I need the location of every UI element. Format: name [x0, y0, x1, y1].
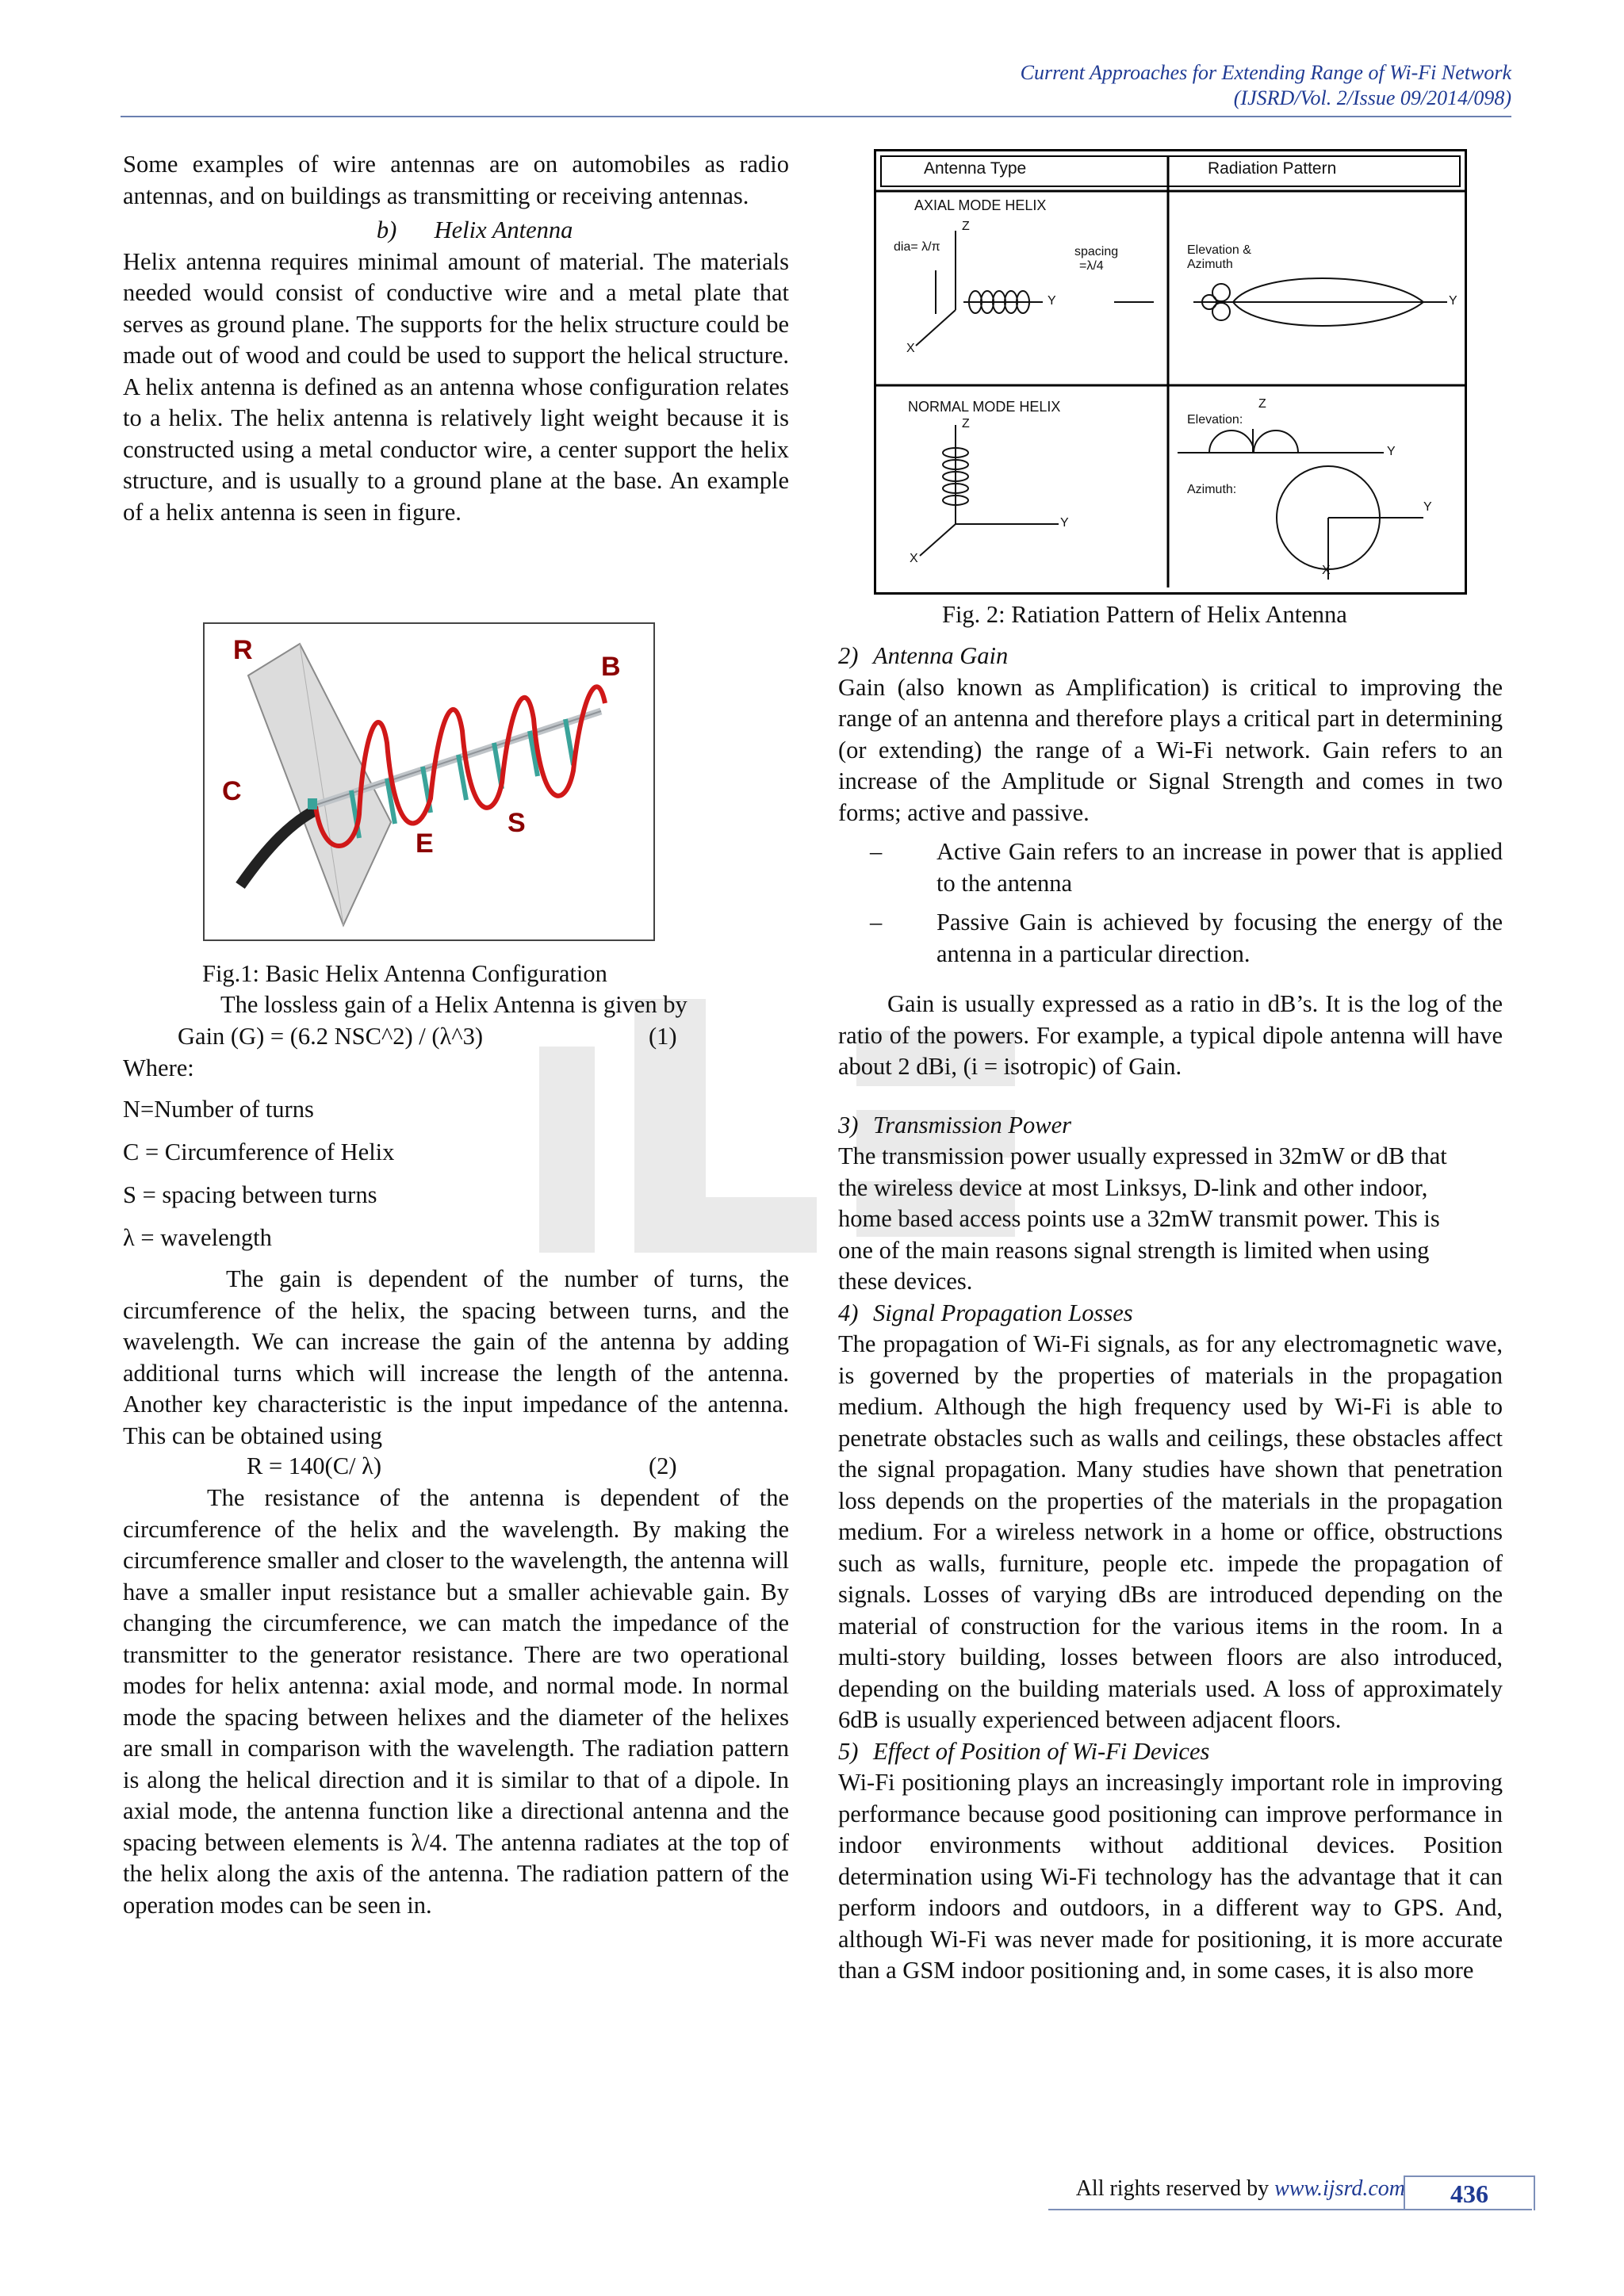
section-heading-propagation-losses — [838, 1298, 1503, 1330]
paragraph-gain-db: Gain is usually expressed as a ratio in dB’s. It is the log of the ratio of the powers. For example, a typical dipole antenna will have about 2 dBi, (i = isotropic) of Gain. — [838, 990, 1503, 1080]
section-number: 2) — [838, 642, 859, 669]
figure-helix-antenna — [203, 622, 655, 941]
section-heading-device-position — [838, 1736, 1503, 1768]
fig2-row1-pattern-axis-y: Y — [1449, 294, 1457, 308]
equation-2: R = 140(C/ λ) — [247, 1452, 382, 1479]
subsection-heading-helix — [123, 215, 789, 247]
header-title: Current Approaches for Extending Range of Wi-Fi Network — [1020, 61, 1511, 84]
paragraph-propagation-losses: The propagation of Wi-Fi signals, as for any electromagnetic wave, is governed by the properties of materials in the propagation medium. Although the high frequency used by Wi-Fi is able to penetrate obstacles such as walls and ceilings, these obstacles affect the signal propagation. Many studies have shown that penetration loss depends on the properties of the materials in the propagation medium. For a wireless network in a home or office, obstructions such as walls, furniture, people etc. impede the propagation of signals. Losses of varying dBs are introduced depending on the material of construction for the various items in the room. In a multi-story building, losses between floors are also introduced, depending on the building materials used. A loss of approximately 6dB is usually experienced between adjacent floors. — [838, 1330, 1503, 1733]
paragraph-device-position: Wi-Fi positioning plays an increasingly important role in improving performance because good positioning can improve performance in indoor environments without additional devices. Position determination using Wi-Fi technology has the advantage that it can perform indoors and outdoors, in a different way to GPS. And, although Wi-Fi was never made for positioning, it is more accurate than a GSM indoor positioning and, in some cases, it is also more — [838, 1769, 1503, 1984]
fig2-row1-axis-y: Y — [1048, 294, 1056, 308]
label-r: R — [233, 635, 253, 665]
figure2-caption: Fig. 2: Ratiation Pattern of Helix Antenna — [942, 601, 1347, 628]
left-column-lower — [123, 1264, 789, 1452]
page-number: 436 — [1404, 2175, 1535, 2210]
paragraph-antenna-gain: Gain (also known as Amplification) is critical to improving the range of an antenna and therefore plays a critical part in determining (or extending) the range of a Wi-Fi network. Gain refers to an increase of the Amplitude or Signal Strength and comes in two forms; active and passive. — [838, 673, 1503, 826]
fig2-row2-axis-z: Z — [962, 417, 970, 430]
fig2-row2-elev-axis-y: Y — [1387, 445, 1396, 458]
label-c: C — [222, 776, 242, 806]
section-number: 3) — [838, 1111, 859, 1138]
lossless-gain-intro: The lossless gain of a Helix Antenna is given by — [220, 991, 688, 1018]
footer-site-link[interactable]: www.ijsrd.com — [1274, 2176, 1405, 2201]
fig2-row1-axis-z: Z — [962, 220, 970, 233]
equation-2-number: (2) — [649, 1452, 677, 1479]
fig2-col1-header: Antenna Type — [924, 159, 1027, 178]
left-column-bottom — [123, 1483, 789, 1921]
helix-antenna-illustration — [205, 624, 653, 939]
section-title: Effect of Position of Wi-Fi Devices — [873, 1737, 1210, 1765]
definition-c: C = Circumference of Helix — [123, 1138, 395, 1165]
definition-n: N=Number of turns — [123, 1096, 314, 1123]
fig2-row2-azim-axis-x: X — [1322, 564, 1331, 577]
section-heading-transmission-power — [838, 1110, 1503, 1142]
paragraph-transmission-power: The transmission power usually expressed in 32mW or dB that the wireless device at most Linksys, D-link and other indoor, home based access points use a 32mW transmit power. This is one of the main reasons signal strength is limited when using these devices. — [838, 1142, 1447, 1295]
section-number: 5) — [838, 1737, 859, 1765]
fig2-row2-axis-x: X — [910, 552, 918, 565]
paragraph-gain-dependence: The gain is dependent of the number of turns, the circumference of the helix, the spacing between turns, and the wavelength. We can increase the gain of the antenna by adding additional turns which will increase the length of the antenna. Another key characteristic is the input impedance of the antenna. This can be obtained using — [123, 1265, 789, 1449]
fig2-row1-pattern-label2: Azimuth — [1187, 258, 1233, 271]
where-label: Where: — [123, 1054, 194, 1081]
fig2-row2-azim-axis-y: Y — [1423, 500, 1432, 514]
bullet-active-gain: Active Gain refers to an increase in power that is applied to the antenna — [936, 838, 1503, 897]
section-title: Transmission Power — [873, 1111, 1071, 1138]
list-item: – Passive Gain is achieved by focusing the energy of the antenna in a particular direction. — [870, 909, 1503, 967]
fig2-row1-axis-x: X — [906, 342, 915, 355]
footer-rights-text: All rights reserved by — [1075, 2176, 1270, 2201]
header-rule — [121, 116, 1511, 117]
section-title: Signal Propagation Losses — [873, 1299, 1133, 1326]
definitions-list — [123, 1094, 394, 1265]
subsection-number: b) — [376, 216, 397, 243]
fig2-row1-spacing: spacing — [1074, 245, 1119, 258]
fig2-row2-elevation: Elevation: — [1187, 413, 1243, 427]
equation-1-number: (1) — [649, 1023, 677, 1050]
fig2-row2-title: NORMAL MODE HELIX — [908, 399, 1061, 415]
footer-rights — [1076, 2176, 1405, 2202]
left-column — [123, 149, 789, 528]
right-column — [838, 641, 1503, 1987]
fig2-row1-spacing-val: =λ/4 — [1079, 259, 1104, 273]
paragraph-helix-antenna: Helix antenna requires minimal amount of material. The materials needed would consist of conductive wire and a metal plate that serves as ground plane. The supports for the helix structure could be made out of wood and could be used to support the helical structure. A helix antenna is defined as an antenna whose configuration relates to a helix. The helix antenna is relatively light weight because it is constructed using a metal conductor wire, a center support the helix structure, and is usually to a ground plane at the base. An example of a helix antenna is seen in figure. — [123, 247, 789, 526]
paragraph-resistance: The resistance of the antenna is dependent of the circumference of the helix and the wavelength. By making the circumference smaller and closer to the wavelength, the antenna will have a smaller input resistance but a smaller achievable gain. By changing the circumference, we can match the impedance of the transmitter to the generator resistance. There are two operational modes for helix antenna: axial mode, and normal mode. In normal mode the spacing between helixes and the diameter of the helixes are small in comparison with the wavelength. The radiation pattern is along the helical direction and it is similar to that of a dipole. In axial mode, the antenna function like a directional antenna and the spacing between elements is λ/4. The antenna radiates at the top of the helix along the axis of the antenna. The radiation pattern of the operation modes can be seen in. — [123, 1484, 789, 1919]
definition-s: S = spacing between turns — [123, 1181, 377, 1208]
section-heading-antenna-gain — [838, 641, 1503, 672]
radiation-pattern-table — [876, 151, 1465, 592]
paragraph-wire-antennas: Some examples of wire antennas are on automobiles as radio antennas, and on buildings as transmitting or receiving antennas. — [123, 151, 789, 209]
fig2-row2-elev-axis-z: Z — [1258, 397, 1266, 411]
equation-1: Gain (G) = (6.2 NSC^2) / (λ^3) — [178, 1023, 484, 1050]
section-number: 4) — [838, 1299, 859, 1326]
section-title: Antenna Gain — [873, 642, 1009, 669]
list-item: – Active Gain refers to an increase in power that is applied to the antenna — [870, 838, 1503, 897]
subsection-title: Helix Antenna — [434, 216, 573, 243]
fig2-row2-axis-y: Y — [1060, 516, 1069, 530]
label-s: S — [508, 808, 526, 838]
label-b: B — [601, 652, 621, 682]
running-header — [1021, 60, 1511, 111]
header-citation: (IJSRD/Vol. 2/Issue 09/2014/098) — [1233, 86, 1511, 109]
label-e: E — [416, 828, 434, 859]
definition-lambda: λ = wavelength — [123, 1224, 272, 1251]
fig2-col2-header: Radiation Pattern — [1208, 159, 1337, 178]
fig2-row1-dia: dia= λ/π — [894, 240, 940, 254]
fig2-row1-title: AXIAL MODE HELIX — [914, 197, 1047, 213]
bullet-passive-gain: Passive Gain is achieved by focusing the energy of the antenna in a particular direction. — [936, 909, 1503, 967]
figure1-caption: Fig.1: Basic Helix Antenna Configuration — [202, 960, 607, 987]
fig2-row2-azimuth: Azimuth: — [1187, 483, 1237, 496]
fig2-row1-pattern-label: Elevation & — [1187, 243, 1251, 257]
figure-radiation-pattern — [874, 149, 1467, 595]
footer-rule — [1048, 2209, 1532, 2210]
